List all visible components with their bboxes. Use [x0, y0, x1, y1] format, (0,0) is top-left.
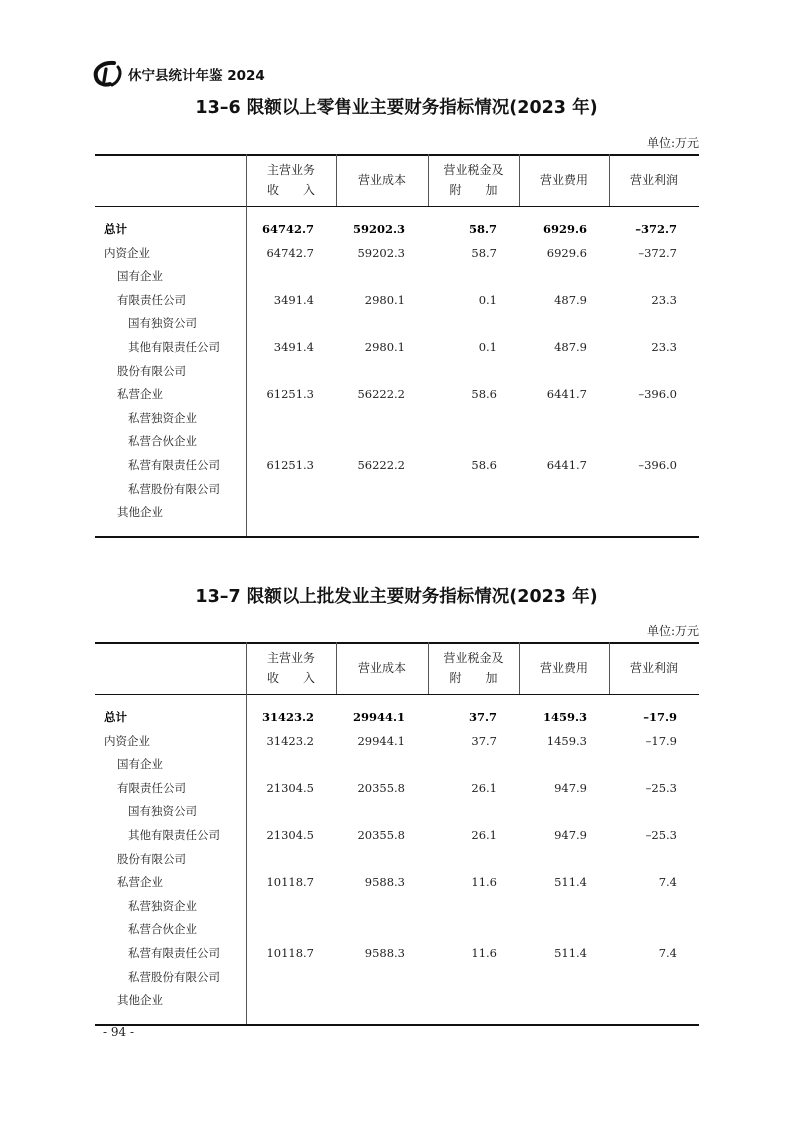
- cell-value: 58.6: [471, 387, 497, 402]
- cell-value: 1459.3: [542, 710, 587, 724]
- row-label: 私营有限责任公司: [128, 946, 220, 960]
- cell-value: –17.9: [645, 733, 677, 748]
- table-row: [95, 407, 699, 430]
- unit-label-retail: 单位:万元: [646, 136, 699, 150]
- table-row: [95, 289, 699, 312]
- column-header-line: 营业利润: [629, 661, 678, 675]
- table-row: [95, 312, 699, 335]
- cell-value: 6929.6: [546, 245, 587, 260]
- column-header: [246, 642, 336, 694]
- cell-value: 20355.8: [357, 828, 405, 842]
- header-rule: [95, 206, 699, 207]
- cell-value: 58.7: [471, 245, 497, 260]
- cell-value: 9588.3: [364, 946, 405, 960]
- row-label: 有限责任公司: [117, 292, 186, 307]
- row-label: 其他有限责任公司: [128, 828, 220, 842]
- bottom-rule: [95, 1024, 699, 1026]
- row-label: 国有企业: [117, 269, 163, 284]
- table-row: [95, 989, 699, 1012]
- cell-value: 23.3: [651, 292, 677, 307]
- cell-value: 59202.3: [357, 245, 405, 260]
- cell-value: 11.6: [471, 875, 497, 890]
- row-label: 私营股份有限公司: [128, 481, 220, 496]
- column-header: [609, 154, 699, 206]
- table-row: [95, 824, 699, 847]
- cell-value: 3491.4: [273, 340, 314, 354]
- cell-value: 6441.7: [546, 458, 587, 472]
- cell-value: –25.3: [645, 828, 677, 842]
- cell-value: 37.7: [471, 733, 497, 748]
- table-row: [95, 848, 699, 871]
- cell-value: 31423.2: [261, 710, 314, 724]
- cell-value: 7.4: [658, 875, 677, 890]
- table-row: [95, 218, 699, 241]
- retail-finance-table: [95, 154, 699, 538]
- cell-value: 37.7: [468, 710, 497, 724]
- cell-value: 21304.5: [266, 780, 314, 795]
- column-header-line: 营业税金及: [443, 651, 504, 665]
- cell-value: 6929.6: [542, 222, 587, 236]
- page-number: - 94 -: [103, 1025, 135, 1039]
- table-row: [95, 918, 699, 941]
- cell-value: 31423.2: [266, 733, 314, 748]
- cell-value: –25.3: [645, 780, 677, 795]
- table-row: [95, 383, 699, 406]
- table-row: [95, 942, 699, 965]
- row-label: 其他企业: [117, 993, 163, 1008]
- table-row: [95, 242, 699, 265]
- header-rule: [95, 694, 699, 695]
- table-row: [95, 336, 699, 359]
- row-label: 私营独资企业: [128, 898, 197, 913]
- column-header: [428, 642, 519, 694]
- cell-value: 26.1: [471, 828, 497, 842]
- cell-value: 3491.4: [273, 292, 314, 307]
- cell-value: 511.4: [554, 875, 587, 890]
- cell-value: 6441.7: [546, 387, 587, 402]
- column-header-line: 营业税金及: [443, 163, 504, 177]
- cell-value: 487.9: [554, 292, 587, 307]
- row-label: 私营股份有限公司: [128, 969, 220, 984]
- row-label: 国有企业: [117, 757, 163, 772]
- cell-value: 7.4: [658, 946, 677, 960]
- column-header-line: 营业费用: [539, 173, 588, 187]
- column-header: [336, 642, 428, 694]
- table-row: [95, 265, 699, 288]
- row-label: 股份有限公司: [117, 363, 186, 378]
- page-header: [92, 60, 265, 88]
- row-label: 其他有限责任公司: [128, 340, 220, 354]
- row-label: 股份有限公司: [117, 851, 186, 866]
- cell-value: 0.1: [478, 292, 497, 307]
- table-row: [95, 730, 699, 753]
- table-row: [95, 753, 699, 776]
- column-header-line: 收 入: [266, 671, 315, 685]
- cell-value: 29944.1: [352, 710, 405, 724]
- column-header-line: 附 加: [449, 671, 498, 685]
- cell-value: 1459.3: [546, 733, 587, 748]
- row-label: 总计: [104, 222, 127, 236]
- row-label: 总计: [104, 710, 127, 724]
- cell-value: 23.3: [651, 340, 677, 354]
- cell-value: 2980.1: [364, 292, 405, 307]
- row-label: 国有独资公司: [128, 316, 197, 331]
- cell-value: 56222.2: [357, 387, 405, 402]
- table-row: [95, 871, 699, 894]
- table-row: [95, 706, 699, 729]
- column-header-line: 主营业务: [266, 163, 315, 177]
- cell-value: 64742.7: [266, 245, 314, 260]
- row-label: 私营独资企业: [128, 410, 197, 425]
- cell-value: 59202.3: [352, 222, 405, 236]
- column-header-line: 收 入: [266, 183, 315, 197]
- cell-value: 61251.3: [266, 458, 314, 472]
- row-label: 私营合伙企业: [128, 434, 197, 449]
- cell-value: 61251.3: [266, 387, 314, 402]
- cell-value: 56222.2: [357, 458, 405, 472]
- cell-value: 947.9: [554, 780, 587, 795]
- table-row: [95, 430, 699, 453]
- cell-value: 20355.8: [357, 780, 405, 795]
- row-label: 私营企业: [117, 387, 163, 402]
- row-label: 内资企业: [104, 245, 150, 260]
- bottom-rule: [95, 536, 699, 538]
- cell-value: 2980.1: [364, 340, 405, 354]
- cell-value: 58.6: [471, 458, 497, 472]
- column-header: [428, 154, 519, 206]
- column-header-line: 附 加: [449, 183, 498, 197]
- table-row: [95, 777, 699, 800]
- column-header: [519, 154, 609, 206]
- cell-value: 11.6: [471, 946, 497, 960]
- column-header: [609, 642, 699, 694]
- cell-value: –396.0: [638, 458, 677, 472]
- column-header-line: 主营业务: [266, 651, 315, 665]
- table-row: [95, 800, 699, 823]
- row-label: 内资企业: [104, 733, 150, 748]
- column-header-line: 营业利润: [629, 173, 678, 187]
- column-header-line: 营业费用: [539, 661, 588, 675]
- column-header: [336, 154, 428, 206]
- wholesale-finance-table: [95, 642, 699, 1026]
- column-header-line: 营业成本: [357, 173, 406, 187]
- row-label: 国有独资公司: [128, 804, 197, 819]
- unit-label-wholesale: 单位:万元: [646, 624, 699, 638]
- cell-value: 26.1: [471, 780, 497, 795]
- cell-value: 58.7: [468, 222, 497, 236]
- cell-value: 511.4: [554, 946, 587, 960]
- cell-value: 10118.7: [266, 875, 314, 890]
- cell-value: –372.7: [638, 245, 677, 260]
- row-label: 其他企业: [117, 505, 163, 520]
- cell-value: 29944.1: [357, 733, 405, 748]
- column-header: [246, 154, 336, 206]
- row-label: 私营有限责任公司: [128, 458, 220, 472]
- cell-value: 0.1: [478, 340, 497, 354]
- cell-value: 9588.3: [364, 875, 405, 890]
- yearbook-title: 休宁县统计年鉴 2024: [128, 68, 265, 84]
- table-title-retail: 13–6 限额以上零售业主要财务指标情况(2023 年): [195, 98, 598, 118]
- yearbook-logo-icon: [92, 60, 124, 88]
- table-row: [95, 966, 699, 989]
- cell-value: 947.9: [554, 828, 587, 842]
- table-row: [95, 454, 699, 477]
- cell-value: 64742.7: [261, 222, 314, 236]
- table-row: [95, 360, 699, 383]
- row-label: 私营合伙企业: [128, 922, 197, 937]
- column-header-line: 营业成本: [357, 661, 406, 675]
- cell-value: 10118.7: [266, 946, 314, 960]
- cell-value: –372.7: [635, 222, 677, 236]
- cell-value: 21304.5: [266, 828, 314, 842]
- table-row: [95, 501, 699, 524]
- table-row: [95, 478, 699, 501]
- table-row: [95, 895, 699, 918]
- row-label: 私营企业: [117, 875, 163, 890]
- cell-value: –17.9: [643, 710, 677, 724]
- column-header: [519, 642, 609, 694]
- table-title-wholesale: 13–7 限额以上批发业主要财务指标情况(2023 年): [195, 587, 598, 607]
- cell-value: –396.0: [638, 387, 677, 402]
- row-label: 有限责任公司: [117, 780, 186, 795]
- cell-value: 487.9: [554, 340, 587, 354]
